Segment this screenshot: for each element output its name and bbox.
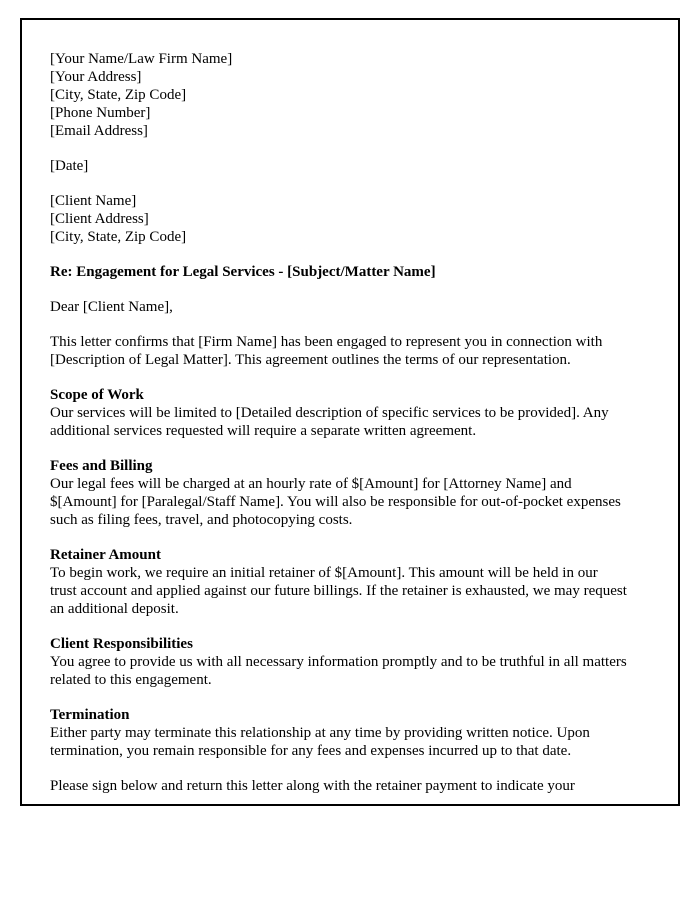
sender-email: [Email Address]	[50, 123, 148, 139]
section-retainer-amount	[50, 546, 628, 618]
section-heading-fees-and-billing: Fees and Billing	[50, 458, 153, 474]
section-heading-retainer-amount: Retainer Amount	[50, 547, 161, 563]
sender-block	[50, 50, 628, 140]
recipient-block	[50, 192, 628, 246]
section-termination	[50, 706, 628, 760]
section-body-fees-and-billing: Our legal fees will be charged at an hourly rate of $[Amount] for [Attorney Name] and $[Amount] for [Paralegal/Staff Name]. You will also be responsible for out-of-pocket expenses such as filing fees, travel, and photocopying costs.	[50, 476, 621, 528]
section-body-client-responsibilities: You agree to provide us with all necessary information promptly and to be truthful in all matters related to this engagement.	[50, 654, 627, 688]
sender-name: [Your Name/Law Firm Name]	[50, 51, 233, 67]
section-body-termination: Either party may terminate this relationship at any time by providing written notice. Upon termination, you remain responsible for any fees and expenses incurred up to that date.	[50, 725, 590, 759]
section-heading-scope-of-work: Scope of Work	[50, 387, 144, 403]
closing-line: Please sign below and return this letter along with the retainer payment to indicate your	[50, 778, 575, 794]
salutation: Dear [Client Name],	[50, 299, 173, 315]
recipient-name: [Client Name]	[50, 193, 137, 209]
section-heading-client-responsibilities: Client Responsibilities	[50, 636, 193, 652]
letter-page	[20, 18, 680, 806]
subject-line: Re: Engagement for Legal Services - [Subject/Matter Name]	[50, 264, 436, 280]
date-line: [Date]	[50, 158, 89, 174]
section-body-scope-of-work: Our services will be limited to [Detailed description of specific services to be provided]. Any additional services requested will require a separate written agreement.	[50, 405, 609, 439]
section-body-retainer-amount: To begin work, we require an initial retainer of $[Amount]. This amount will be held in our trust account and applied against our future billings. If the retainer is exhausted, we may request an additional deposit.	[50, 565, 627, 617]
section-fees-and-billing	[50, 457, 628, 529]
sender-phone: [Phone Number]	[50, 105, 151, 121]
sender-address: [Your Address]	[50, 69, 142, 85]
sender-city-state-zip: [City, State, Zip Code]	[50, 87, 187, 103]
section-heading-termination: Termination	[50, 707, 130, 723]
recipient-city-state-zip: [City, State, Zip Code]	[50, 229, 187, 245]
section-client-responsibilities	[50, 635, 628, 689]
intro-paragraph: This letter confirms that [Firm Name] has been engaged to represent you in connection with [Description of Legal Matter]. This agreement outlines the terms of our representation.	[50, 334, 603, 368]
section-scope-of-work	[50, 386, 628, 440]
recipient-address: [Client Address]	[50, 211, 149, 227]
